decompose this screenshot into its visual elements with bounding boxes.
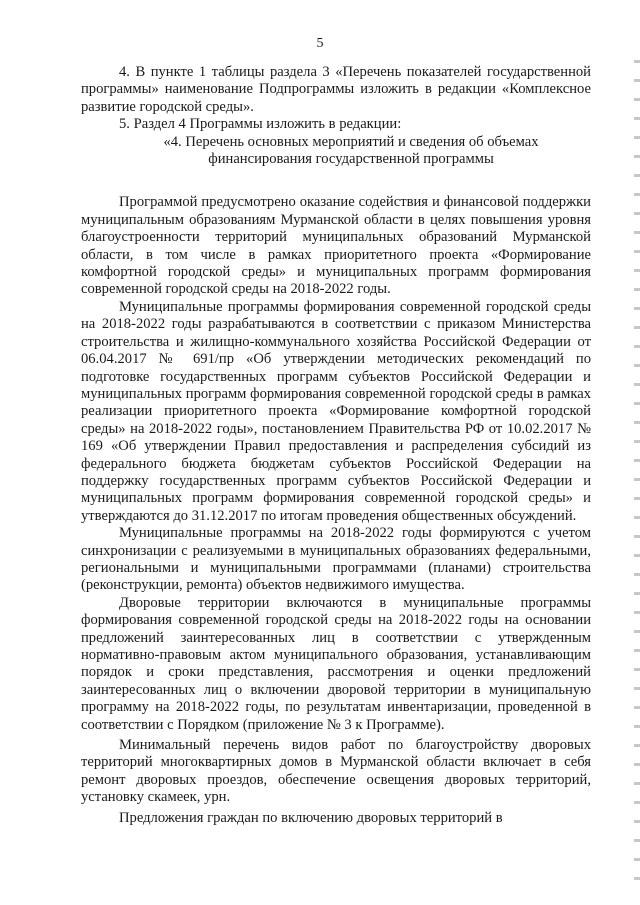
body-paragraph: Муниципальные программы формирования современной городской среды на 2018-2022 годы разрабатываются в соответствии с приказом Министерства строительства и жилищно-коммунального хозяйства Российской Федерации от 06.04.2017 № 691/пр «Об утверждении методических рекомендаций по подготовке государственных программ субъектов Российской Федерации и муниципальных программ формирования современной городской среды в рамках реализации приоритетного проекта «Формирование комфортной городской среды» на 2018-2022 годы», постановлением Правительства РФ от 10.02.2017 № 169 «Об утверждении Правил предоставления и распределения субсидий из федерального бюджета бюджетам субъектов Российской Федерации на поддержку государственных программ субъектов Российской Федерации и муниципальных программ формирования современной городской среды» и утверждаются до 31.12.2017 по итогам проведения общественных обсуждений.	[81, 298, 591, 524]
body-paragraph: Муниципальные программы на 2018-2022 годы формируются с учетом синхронизации с реализуемыми в муниципальных образованиях федеральными, региональными и муниципальными программами (планами) строительства (реконструкции, ремонта) объектов недвижимого имущества.	[81, 525, 591, 594]
body-paragraph: Минимальный перечень видов работ по благоустройству дворовых территорий многоквартирных домов в Мурманской области включает в себя ремонт дворовых проездов, обеспечение освещения дворовых территорий, установку скамеек, урн.	[81, 737, 591, 806]
body-paragraph: Дворовые территории включаются в муниципальные программы формирования современной городской среды на 2018-2022 годы на основании предложений заинтересованных лиц в соответствии с утвержденным нормативно-правовым актом муниципального образования, устанавливающим порядок и сроки представления, рассмотрения и оценки предложений заинтересованных лиц о включении дворовой территории в муниципальную программу на 2018-2022 годы, по результатам инвентаризации, проведенной в соответствии с Порядком (приложение № 3 к Программе).	[81, 594, 591, 733]
section-heading-line-2: финансирования государственной программы	[208, 151, 494, 168]
spacer	[81, 168, 591, 194]
document-body	[81, 64, 591, 827]
body-paragraph: Программой предусмотрено оказание содействия и финансовой поддержки муниципальным образованиям Мурманской области в целях повышения уровня благоустроенности территорий муниципальных образований Мурманской области, в том числе в рамках приоритетного проекта «Формирование комфортной городской среды» и муниципальных программ формирования современной городской среды на 2018-2022 годы.	[81, 194, 591, 298]
amendment-item-5: 5. Раздел 4 Программы изложить в редакции:	[119, 116, 402, 133]
section-heading-line-1: «4. Перечень основных мероприятий и сведения об объемах	[163, 133, 539, 150]
scan-edge-marks	[634, 60, 640, 880]
body-paragraph: Предложения граждан по включению дворовых территорий в	[119, 809, 503, 826]
amendment-item-4: 4. В пункте 1 таблицы раздела 3 «Перечень показателей государственной программы» наименование Подпрограммы изложить в редакции «Комплексное развитие городской среды».	[81, 64, 591, 115]
page-number: 5	[316, 36, 324, 51]
